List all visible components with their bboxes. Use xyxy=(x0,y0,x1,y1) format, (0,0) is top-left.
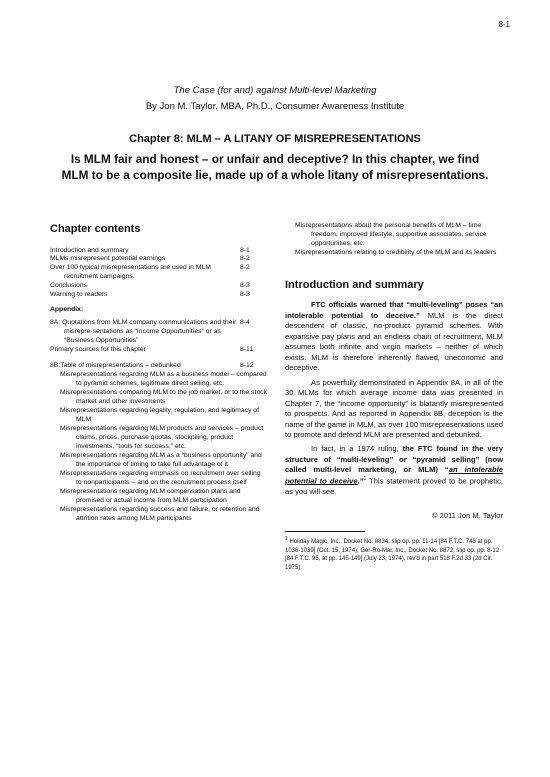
misrepresentation-list xyxy=(50,371,268,523)
intro-heading: Introduction and summary xyxy=(285,278,424,291)
list-item: Misrepresentations about the personal benefits of MLM – time freedom, improved lifestyle, supportive associates, service opportunities, etc. xyxy=(295,222,487,247)
contents-column xyxy=(50,222,268,524)
toc-entry: Conclusions 8-3 xyxy=(50,282,250,290)
footnote-divider xyxy=(285,531,365,532)
book-title: The Case (for and) against Multi-level Marketing xyxy=(173,85,377,96)
list-item: Misrepresentations regarding emphasis on recruitment over selling to nonparticipants – and on the recruitment process itself xyxy=(60,469,261,486)
toc-entry: Over 100 typical misrepresentations are used in MLM recruitment campaigns. 8-2 xyxy=(50,264,250,281)
list-item: Misrepresentations regarding MLM as a business model – compared to pyramid schemes, legitimate direct selling, etc. xyxy=(60,371,267,388)
toc-entry: Primary sources for this chapter 8-11 xyxy=(50,346,254,354)
toc-entry: Introduction and summary 8-1 xyxy=(50,246,250,254)
intro-body xyxy=(285,300,503,497)
toc-entry: MLMs misrepresent potential earnings 8-2 xyxy=(50,255,250,263)
paragraph: In fact, in a 1974 ruling, the FTC found in the very structure of “multi-leveling” or “pyramid selling” (now called multi-level marketing, or MLM) “an intolerable potential to deceive.”$^1$ This statement proved to be prophetic, as you will see. xyxy=(285,444,504,496)
contents-heading: Chapter contents xyxy=(50,223,141,235)
chapter-headline: Is MLM fair and honest – or unfair and deceptive? In this chapter, we find MLM to be a composite lie, made up of a whole litany of misrepresentations. xyxy=(61,152,489,182)
toc-entry: Warning to readers 8-3 xyxy=(50,291,250,299)
byline: By Jon M. Taylor, MBA, Ph.D., Consumer Awareness Institute xyxy=(145,101,405,112)
list-item: Misrepresentations regarding success and failure, or retention and attrition rates among MLM participants xyxy=(60,505,260,522)
toc-entry: 8A: Quotations from MLM company communications and their misrepre-sentations as “Income Opportunities” or as “Business Opportunities” 8-4 xyxy=(50,319,250,345)
list-item: Misrepresentations regarding MLM products and services – product claims, prices, purchase quotas, stockpiling, product investments, “tools for success,” etc. xyxy=(60,424,264,450)
list-item: Misrepresentations regarding MLM compensation plans and promised or actual income from MLM participation xyxy=(60,487,241,504)
copyright: © 2011 Jon M. Taylor xyxy=(431,511,503,521)
list-item: Misrepresentations relating to credibility of the MLM and its leaders xyxy=(295,248,497,256)
chapter-title: Chapter 8: MLM – A LITANY OF MISREPRESENTATIONS xyxy=(129,133,421,145)
paragraph: FTC officials warned that “multi-leveling” poses “an intolerable potential to deceive.” MLM is the direct descendent of classic, no-product pyramid schemes. With expansive pay plans and an endless chain of recruitment, MLM assumes both infinite and virgin markets – neither of which exists. MLM is therefore inherently flawed, uneconomic and deceptive. xyxy=(285,300,503,373)
main-column xyxy=(285,222,503,572)
footnote: $^1$ Holiday Magic, Inc., Docket No. 8834, slip op. pp. 11-14 [84 F.T.C. 748 at pp. 1036-1039] (Oct. 15, 1974); Ger-Ro-Mar, Inc., Docket No. 8872, slip op. pp. 8-12 [84 F.T.C. 95, at pp. 145-149] (July 23, 1974), rev'd in part 518 F.2d 33 (2d Cir. 1975). xyxy=(285,536,500,571)
appendix-label: Appendix: xyxy=(50,306,84,314)
list-item: Misrepresentations regarding legality, regulation, and legitimacy of MLM xyxy=(60,407,259,423)
page-number: 8-1 xyxy=(498,20,510,29)
list-item: Misrepresentations comparing MLM to the job market, or to the stock market and other investments xyxy=(60,389,268,406)
list-item: Misrepresentations regarding MLM as a “business opportunity” and the importance of timing to take full advantage of it xyxy=(60,451,262,468)
toc-entry: 8B:Table of misrepresentations – debunked 8-12 xyxy=(50,362,254,370)
paragraph: As powerfully demonstrated in Appendix 8A, in all of the 30 MLMs for which average income data was presented in Chapter 7, the “income opportunity” is blatantly misrepresented to prospects. And as reported in Appendix 8B, deception is the name of the game in MLM, as over 100 misrepresentations used to promote and defend MLM are presented and debunked. xyxy=(285,377,503,440)
misrepresentation-list-continued xyxy=(285,222,503,258)
